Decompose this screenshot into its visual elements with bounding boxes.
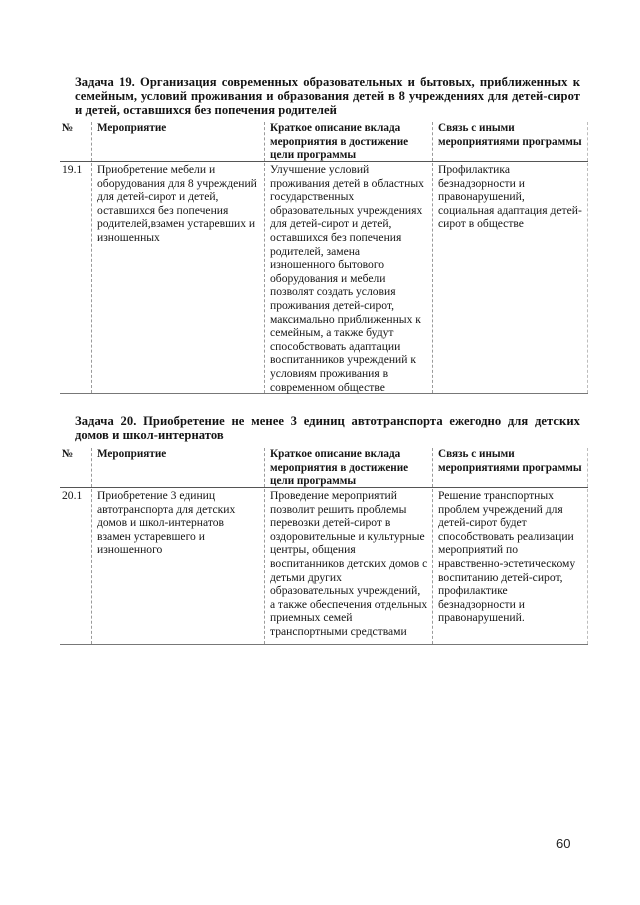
table-header-row xyxy=(60,122,588,162)
header-description: Краткое описание вклада мероприятия в достижение цели программы xyxy=(264,122,432,161)
task-20-table xyxy=(60,448,588,645)
row-description: Улучшение условий проживания детей в областных государственных образовательных учреждениях для детей-сирот и детей, оставшихся без попечения родителей, замена изношенного бытового оборудования и мебели позволят создать условия проживания детей-сирот, максимально приближенных к семейным, а также будут способствовать адаптации воспитанников учреждений к условиям проживания в современном обществе xyxy=(264,163,432,393)
header-activity: Мероприятие xyxy=(91,122,264,161)
task-19-table xyxy=(60,122,588,394)
header-num: № xyxy=(62,122,74,134)
row-num: 20.1 xyxy=(62,489,83,502)
task-20-title: Задача 20. Приобретение не менее 3 единиц автотранспорта ежегодно для детских домов и школ-интернатов xyxy=(75,414,580,442)
header-links: Связь с иными мероприятиями программы xyxy=(432,448,588,487)
row-activity: Приобретение 3 единиц автотранспорта для детских домов и школ-интернатов взамен устаревшего и изношенного xyxy=(91,489,264,644)
row-links: Профилактика безнадзорности и правонарушений, социальная адаптация детей-сирот в обществе xyxy=(432,163,588,393)
row-description: Проведение мероприятий позволит решить проблемы перевозки детей-сирот в оздоровительные и культурные центры, общения воспитанников детских домов с детьми других образовательных учреждений, а также обеспечения отдельных приемных семей транспортными средствами xyxy=(264,489,432,644)
row-links: Решение транспортных проблем учреждений для детей-сирот будет способствовать реализации мероприятий по нравственно-эстетическому воспитанию детей-сирот, профилактике безнадзорности и правонарушений. xyxy=(432,489,588,644)
header-links: Связь с иными мероприятиями программы xyxy=(432,122,588,161)
table-row xyxy=(60,488,588,645)
header-description: Краткое описание вклада мероприятия в достижение цели программы xyxy=(264,448,432,487)
table-row xyxy=(60,162,588,394)
task-19-title: Задача 19. Организация современных образовательных и бытовых, приближенных к семейным, условий проживания и образования детей в 8 учреждениях для детей-сирот и детей, оставшихся без попечения родителей xyxy=(75,75,580,117)
row-num: 19.1 xyxy=(62,163,83,176)
header-num: № xyxy=(62,448,74,460)
row-activity: Приобретение мебели и оборудования для 8 учреждений для детей-сирот и детей, оставшихся без попечения родителей,взамен устаревших и изношенных xyxy=(91,163,264,393)
page-number: 60 xyxy=(556,836,571,851)
table-header-row xyxy=(60,448,588,488)
header-activity: Мероприятие xyxy=(91,448,264,487)
